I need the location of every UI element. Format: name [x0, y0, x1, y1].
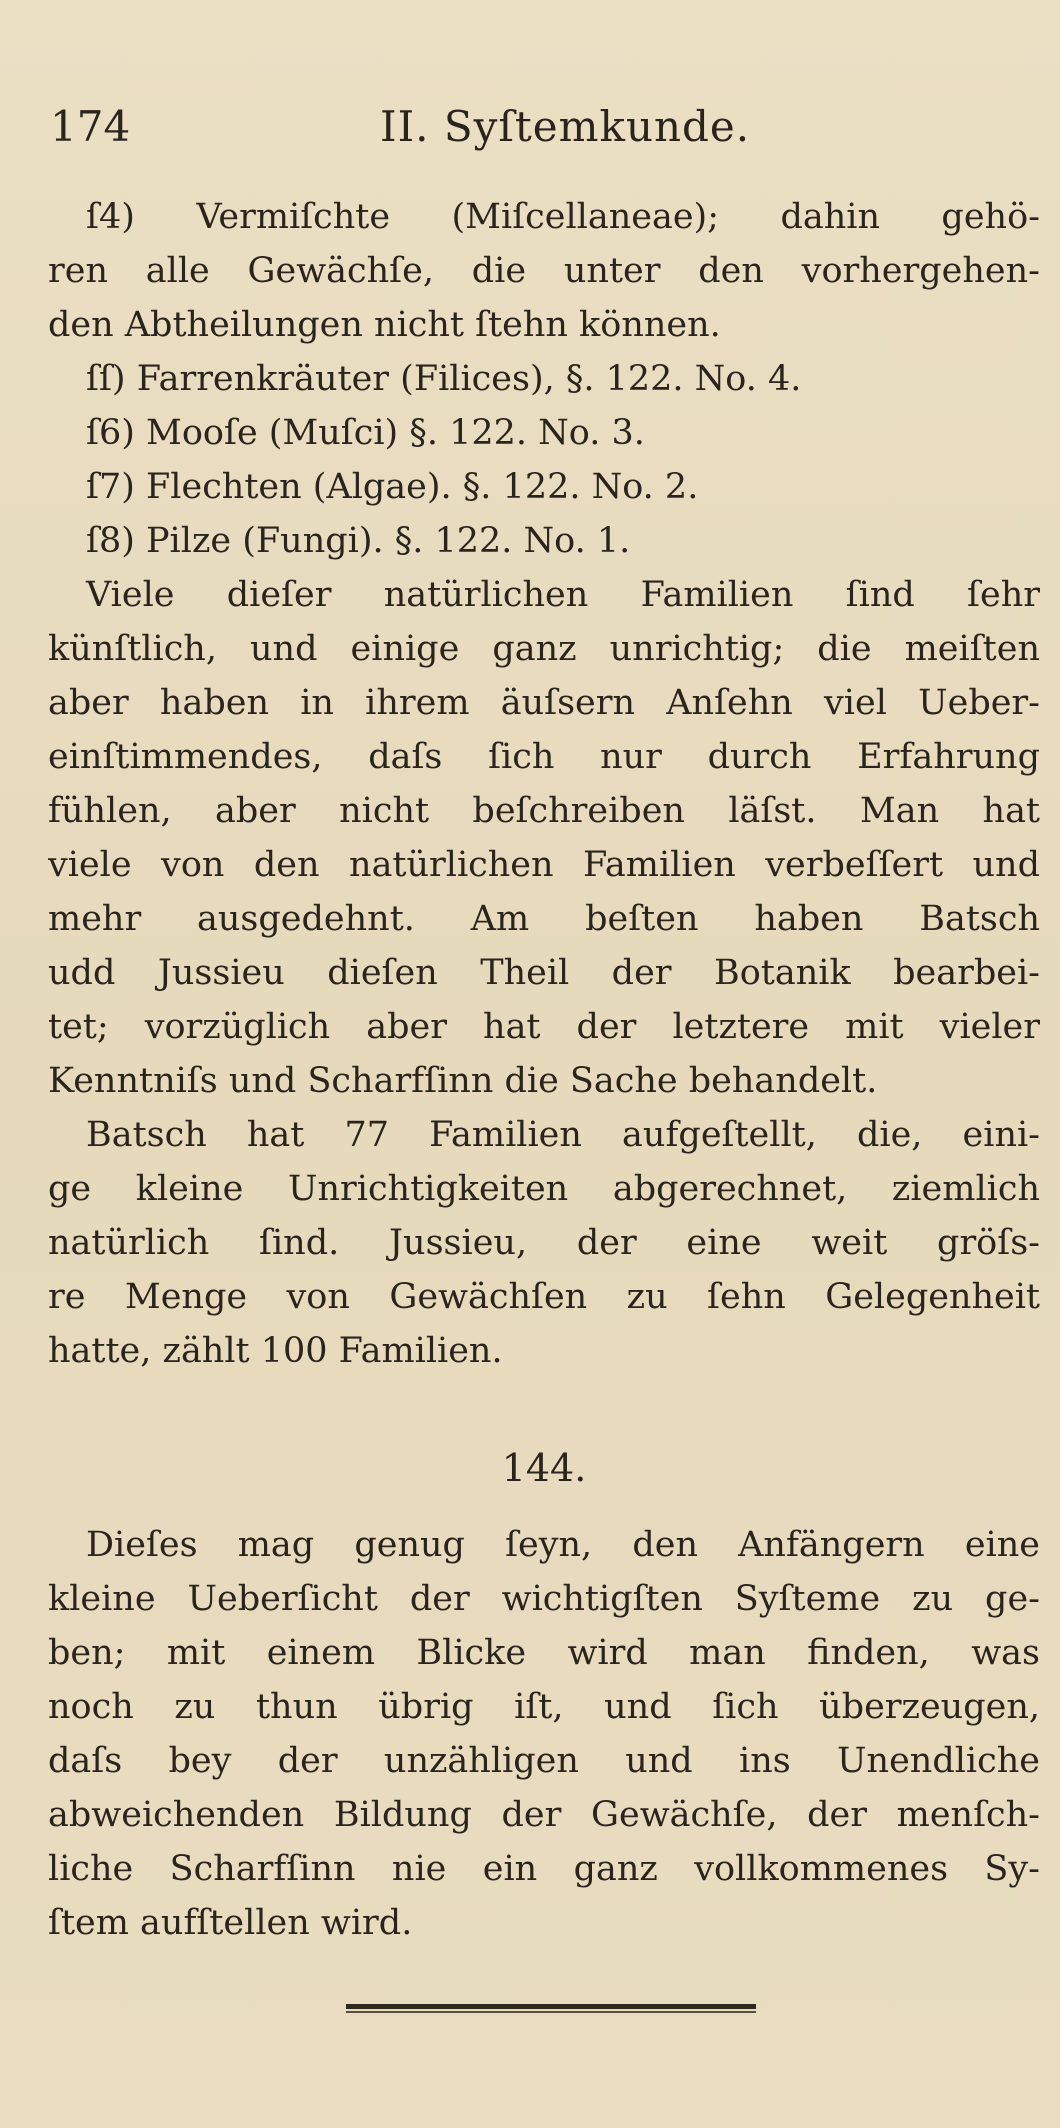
- text-line: natürlich ſind. Jussieu, der eine weit gröſs-: [48, 1223, 1040, 1263]
- text-line: liche Scharfſinn nie ein ganz vollkommenes Sy-: [48, 1849, 1040, 1889]
- text-line: hatte, zählt 100 Familien.: [48, 1331, 503, 1371]
- text-line: abweichenden Bildung der Gewächſe, der menſch-: [48, 1795, 1040, 1835]
- list-item: ſ6) Mooſe (Muſci) §. 122. No. 3.: [86, 413, 645, 453]
- text-line: ſtem aufſtellen wird.: [48, 1903, 413, 1943]
- paragraph-vermischte: [48, 190, 1040, 352]
- text-line: noch zu thun übrig iſt, und ſich überzeugen,: [48, 1687, 1040, 1727]
- text-line: ſ4) Vermiſchte (Miſcellaneae); dahin gehö-: [86, 197, 1040, 237]
- page-body: [48, 190, 1040, 1950]
- family-list: [48, 352, 1040, 568]
- list-item: ſ8) Pilze (Fungi). §. 122. No. 1.: [86, 521, 631, 561]
- list-item: ſ7) Flechten (Algae). §. 122. No. 2.: [86, 467, 699, 507]
- text-line: ge kleine Unrichtigkeiten abgerechnet, ziemlich: [48, 1169, 1040, 1209]
- text-line: künſtlich, und einige ganz unrichtig; die meiſten: [48, 629, 1040, 669]
- text-line: Batsch hat 77 Familien aufgeſtellt, die, eini-: [86, 1115, 1040, 1155]
- text-line: den Abtheilungen nicht ſtehn können.: [48, 305, 721, 345]
- paragraph-natural-families: [48, 568, 1040, 1108]
- paragraph-conclusion: [48, 1518, 1040, 1950]
- text-line: ren alle Gewächſe, die unter den vorhergehen-: [48, 251, 1040, 291]
- text-line: kleine Ueberſicht der wichtigſten Syſteme zu ge-: [48, 1579, 1040, 1619]
- text-line: re Menge von Gewächſen zu ſehn Gelegenheit: [48, 1277, 1040, 1317]
- text-line: Dieſes mag genug ſeyn, den Anfängern eine: [86, 1525, 1040, 1565]
- text-line: udd Jussieu dieſen Theil der Botanik bearbei-: [48, 953, 1040, 993]
- paragraph-batsch: [48, 1108, 1040, 1378]
- text-line: Viele dieſer natürlichen Familien ſind ſehr: [86, 575, 1040, 615]
- running-head: II. Syſtemkunde.: [380, 102, 751, 151]
- text-line: aber haben in ihrem äuſsern Anſehn viel Ueber-: [48, 683, 1040, 723]
- text-line: ben; mit einem Blicke wird man finden, was: [48, 1633, 1040, 1673]
- section-number: 144.: [501, 1446, 587, 1490]
- text-line: mehr ausgedehnt. Am beſten haben Batsch: [48, 899, 1040, 939]
- end-rule: [346, 2004, 756, 2009]
- text-line: fühlen, aber nicht beſchreiben läſst. Man hat: [48, 791, 1040, 831]
- end-rule-thin: [346, 2011, 756, 2013]
- spacer: [48, 1498, 1040, 1518]
- page-header: [44, 102, 1024, 162]
- text-line: tet; vorzüglich aber hat der letztere mit vieler: [48, 1007, 1040, 1047]
- text-line: daſs bey der unzähligen und ins Unendliche: [48, 1741, 1040, 1781]
- text-line: Kenntniſs und Scharfſinn die Sache behandelt.: [48, 1061, 878, 1101]
- list-item: ſſ) Farrenkräuter (Filices), §. 122. No. 4.: [86, 359, 802, 399]
- page-number: 174: [50, 102, 131, 151]
- text-line: viele von den natürlichen Familien verbeſſert und: [48, 845, 1040, 885]
- text-line: einſtimmendes, daſs ſich nur durch Erfahrung: [48, 737, 1040, 777]
